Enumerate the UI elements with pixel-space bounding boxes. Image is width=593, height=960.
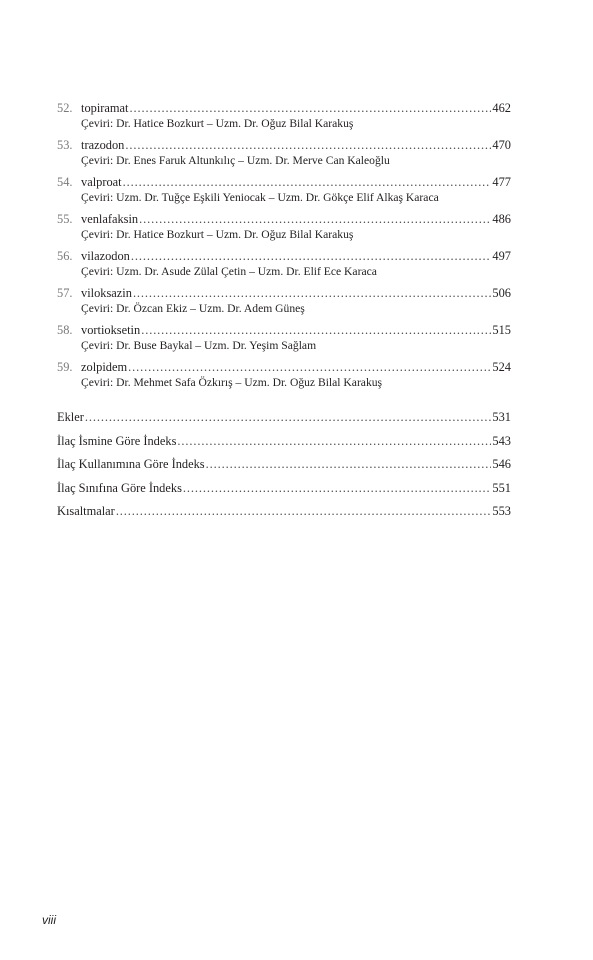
entry-translators: Çeviri: Uzm. Dr. Asude Zülal Çetin – Uzm. Dr. Elif Ece Karaca [81,265,377,278]
page-number: viii [42,913,56,927]
dot-leader [206,456,492,472]
entry-translators: Çeviri: Dr. Hatice Bozkurt – Uzm. Dr. Oğuz Bilal Karakuş [81,117,354,130]
dot-leader [123,174,492,190]
entry-page: 486 [492,212,511,226]
entry-number: 55. [57,212,73,226]
entry-title: İlaç İsmine Göre İndeks [57,433,177,448]
entry-title: İlaç Kullanımına Göre İndeks [57,457,205,471]
entry-title: Ekler [57,410,84,424]
entry-page: 477 [492,175,511,189]
entry-title: valproat [81,175,122,189]
entry-translators: Çeviri: Uzm. Dr. Tuğçe Eşkili Yeniocak – Uzm. Dr. Gökçe Elif Alkaş Karaca [81,191,439,204]
entry-number: 54. [57,175,73,189]
entry-number: 53. [57,138,73,152]
entry-title: trazodon [81,138,125,152]
entry-title: viloksazin [81,286,132,300]
toc-entry-ilac-ismine-gore-indeks[interactable] [57,433,511,449]
entry-title: vortioksetin [81,323,141,337]
entry-number: 59. [57,360,73,374]
entry-page: 506 [492,286,511,300]
toc-entry-vilazodon[interactable] [57,248,511,280]
entry-number: 56. [57,249,73,263]
dot-leader [116,503,492,519]
toc-entry-ilac-sinifina-gore-indeks[interactable] [57,480,511,496]
toc-entry-vortioksetin[interactable] [57,322,511,354]
entry-translators: Çeviri: Dr. Mehmet Safa Özkırış – Uzm. Dr. Oğuz Bilal Karakuş [81,376,383,389]
entry-title: topiramat [81,101,129,115]
toc-entry-ekler[interactable] [57,409,511,425]
dot-leader [125,137,491,153]
entry-title: İlaç Sınıfına Göre İndeks [57,480,182,495]
toc-entry-ilac-kullanimina-gore-indeks[interactable] [57,456,511,472]
toc-entry-viloksazin[interactable] [57,285,511,317]
toc-entry-venlafaksin[interactable] [57,211,511,243]
entry-page: 470 [492,138,511,152]
entry-page: 551 [492,480,511,495]
entry-page: 515 [492,323,511,337]
dot-leader [133,285,491,301]
entry-page: 497 [492,249,511,263]
entry-translators: Çeviri: Dr. Buse Baykal – Uzm. Dr. Yeşim Sağlam [81,339,317,352]
dot-leader [183,480,492,496]
dot-leader [177,433,491,449]
entry-number: 57. [57,286,73,300]
dot-leader [129,100,491,116]
dot-leader [128,359,491,375]
dot-leader [85,409,492,425]
dot-leader [131,248,492,264]
dot-leader [141,322,491,338]
entry-number: 52. [57,101,73,115]
entry-translators: Çeviri: Dr. Özcan Ekiz – Uzm. Dr. Adem Güneş [81,302,305,315]
entry-title: zolpidem [81,360,128,374]
entry-title: Kısaltmalar [57,504,115,518]
entry-page: 553 [492,504,511,518]
entry-page: 546 [492,457,511,471]
dot-leader [139,211,491,227]
table-of-contents [57,100,511,527]
toc-entry-zolpidem[interactable] [57,359,511,391]
entry-page: 531 [492,410,511,424]
appendix-section [57,409,511,519]
entry-page: 462 [492,101,511,115]
toc-entry-kisaltmalar[interactable] [57,503,511,519]
entry-translators: Çeviri: Dr. Enes Faruk Altunkılıç – Uzm. Dr. Merve Can Kaleoğlu [81,154,390,167]
entry-page: 524 [492,360,511,374]
entry-title: venlafaksin [81,212,139,226]
entry-page: 543 [492,433,511,448]
entry-number: 58. [57,323,73,337]
entry-translators: Çeviri: Dr. Hatice Bozkurt – Uzm. Dr. Oğuz Bilal Karakuş [81,228,354,241]
entry-title: vilazodon [81,249,130,263]
toc-entry-trazodon[interactable] [57,137,511,169]
toc-entry-valproat[interactable] [57,174,511,206]
toc-entry-topiramat[interactable] [57,100,511,132]
